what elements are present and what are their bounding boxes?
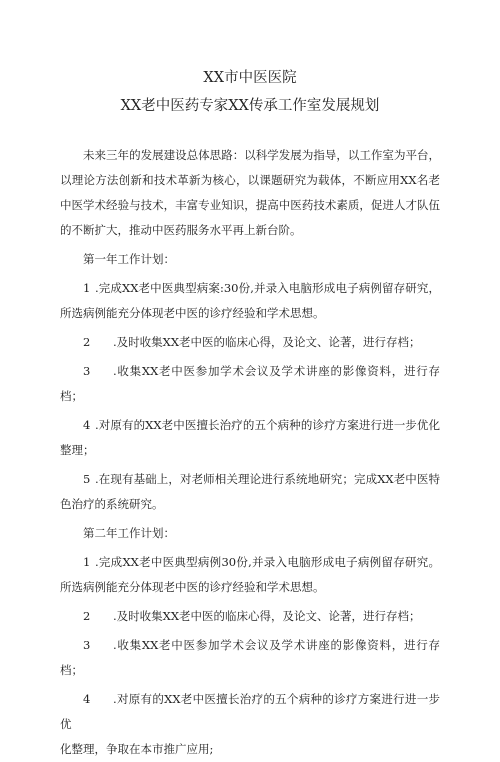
year2-heading: 第二年工作计划：: [83, 526, 175, 540]
intro-paragraph: 未来三年的发展建设总体思路：以科学发展为指导，以工作室为平台，以理论方法创新和技术革新为核心，以课题研究为载体，不断应用XX名老中医学术经验与技术，丰富专业知识，提高中医药技术素质，促进人才队伍的不断扩大，推动中医药服务水平再上新台阶。: [60, 148, 440, 237]
year1-item-5: [60, 467, 440, 517]
item-number: 1: [83, 281, 91, 295]
document-subtitle: XX老中医药专家XX传承工作室发展规划: [120, 98, 380, 114]
year2-item-4: [60, 687, 440, 737]
document-title: XX市中医医院: [203, 70, 297, 86]
item-number: 3: [83, 638, 91, 652]
item-number: 2: [83, 609, 91, 623]
item-number: 5: [83, 472, 91, 486]
year1-item-2: [60, 330, 440, 355]
year2-item-1: [60, 550, 440, 600]
item-text: .及时收集XX老中医的临床心得，及论文、论著，进行存档；: [113, 335, 421, 349]
year2-item-4-continuation: 化整理，争取在本市推广应用;: [60, 742, 214, 756]
year1-heading: 第一年工作计划：: [83, 252, 175, 266]
item-text: .对原有的XX老中医擅长治疗的五个病种的诊疗方案进行进一步优化整理；: [60, 418, 440, 457]
item-number: 3: [83, 364, 91, 378]
item-number: 2: [83, 335, 91, 349]
item-text: .收集XX老中医参加学术会议及学术讲座的影像资料，进行存档；: [60, 364, 440, 403]
year1-item-3: [60, 359, 440, 409]
year1-item-4: [60, 413, 440, 463]
item-number: 4: [83, 692, 91, 706]
year1-item-1: [60, 276, 440, 326]
item-number: 4: [83, 418, 91, 432]
item-text: .在现有基础上，对老师相关理论进行系统地研究；完成XX老中医特色治疗的系统研究。: [60, 472, 440, 511]
year2-item-3: [60, 633, 440, 683]
item-text: .及时收集XX老中医的临床心得，及论文、论著，进行存档；: [113, 609, 421, 623]
year2-item-2: [60, 604, 440, 629]
item-text: .收集XX老中医参加学术会议及学术讲座的影像资料，进行存档；: [60, 638, 440, 677]
item-text: .完成XX老中医典型病案:30份,并录入电脑形成电子病例留存研究，所选病例能充分体现老中医的诊疗经验和学术思想。: [60, 281, 440, 320]
item-number: 1: [83, 555, 91, 569]
item-text: .对原有的XX老中医擅长治疗的五个病种的诊疗方案进行进一步优: [60, 692, 440, 731]
item-text: .完成XX老中医典型病例30份,并录入电脑形成电子病例留存研究。所选病例能充分体现老中医的诊疗经验和学术思想。: [60, 555, 440, 594]
